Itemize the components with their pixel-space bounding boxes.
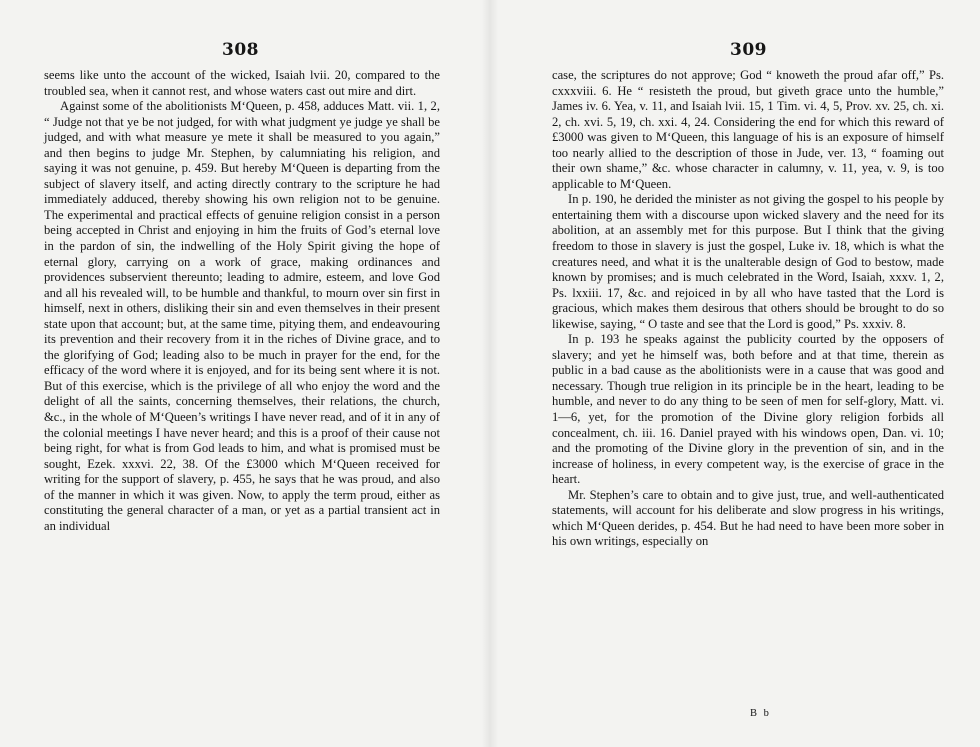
left-page-text (44, 68, 440, 534)
paragraph: Against some of the abolitionists M‘Queen, p. 458, adduces Matt. vii. 1, 2, “ Judge not that ye be not judged, for with what judgment ye judge ye shall be judged, and with what measure ye mete it shall be measured to you again,” and then begins to judge Mr. Stephen, by calumniating his religion, and saying it was not genuine, p. 459. But hereby M‘Queen is departing from the subject of slavery itself, and acting directly contrary to the scripture he had immediately adduced, thereby showing his own religion not to be genuine. The experimental and practical effects of genuine religion consist in a person being accepted in Christ and enjoying in him the fruits of God’s eternal love in the pardon of sin, the indwelling of the Holy Spirit giving the hope of eternal glory, carrying on a work of grace, making ordinances and providences subservient thereunto; leading to admire, esteem, and love God and all his revealed will, to be humble and thankful, to mourn over sin first in himself, next in others, disliking their sin and even themselves in their present state upon that account; but, at the same time, pitying them, and endeavouring its prevention and their recovery from it in the riches of Divine grace, and to the glorifying of God; leading also to be much in prayer for the end, for the efficacy of the word where it is enjoyed, and for its being sent where it is not. But of this exercise, which is the privilege of all who enjoy the word and the delight of all the saints, concerning themselves, their relations, the church, &c., in the whole of M‘Queen’s writings I have never read, and of it in any of the colonial meetings I have never heard; and this is a proof of their cause not being right, for what is from God leads to him, and what is promised must be sought, Ezek. xxxvi. 22, 38. Of the £3000 which M‘Queen received for writing for the support of slavery, p. 455, he says that he was proud, and also of the manner in which it was given. Now, to apply the term proud, either as constituting the general character of a man, or yet as a partial transient act in an individual (44, 99, 440, 533)
paragraph: case, the scriptures do not approve; God “ knoweth the proud afar off,” Ps. cxxxviii. 6. He “ resisteth the proud, but giveth grace unto the humble,” James iv. 6. Yea, v. 11, and Isaiah lvii. 15, 1 Tim. vi. 4, 5, Prov. xv. 25, ch. xi. 2, ch. xvi. 5, 19, ch. xxi. 4, 24. Considering the end for which this reward of £3000 was given to M‘Queen, this language of his is an exposure of himself too nearly allied to the description of those in Jude, ver. 13, “ foaming out their own shame,” &c. whose character in calumny, v. 11, yea, v. 9, is too applicable to M‘Queen. (552, 68, 944, 191)
paragraph: In p. 190, he derided the minister as not giving the gospel to his people by entertaining them with a discourse upon wicked slavery and the need for its abolition, at an assembly met for this purpose. But I think that the giving freedom to those in slavery is just the gospel, Luke iv. 18, which is what the creatures need, and what it is the unalterable design of God to bestow, made known by promises; and is much celebrated in the Word, Isaiah, xxxv. 1, 2, Ps. lxxiii. 17, &c. and rejoiced in by all who have tasted that the Lord is gracious, which makes them desirous that others should be brought to do so likewise, saying, “ O taste and see that the Lord is good,” Ps. xxxiv. 8. (552, 192, 944, 331)
paragraph: seems like unto the account of the wicked, Isaiah lvii. 20, compared to the troubled sea, when it cannot rest, and whose waters cast out mire and dirt. (44, 68, 440, 98)
signature-mark: B b (750, 708, 771, 719)
right-page-text (552, 68, 944, 550)
page-number-left: 308 (222, 40, 259, 60)
paragraph: In p. 193 he speaks against the publicity courted by the opposers of slavery; and yet he himself was, both before and at that time, therein as public in a bad cause as the abolitionists were in a cause that was good and necessary. Though true religion in its principle be in the heart, leading to be humble, and never to do any thing to be seen of men for self-glory, Matt. vi. 1—6, yet, for the promotion of the Divine glory religion forbids all concealment, ch. iii. 16. Daniel prayed with his windows open, Dan. vi. 10; and the promoting of the Divine glory in the prevention of sin, and in the increase of holiness, in every competent way, is the exercise of grace in the heart. (552, 332, 944, 487)
paragraph: Mr. Stephen’s care to obtain and to give just, true, and well-authenticated statements, will account for his deliberate and slow progress in his writings, which M‘Queen derides, p. 454. But he had need to have been more sober in his own writings, especially on (552, 487, 944, 549)
page-number-right: 309 (730, 40, 767, 60)
right-page (490, 0, 980, 747)
